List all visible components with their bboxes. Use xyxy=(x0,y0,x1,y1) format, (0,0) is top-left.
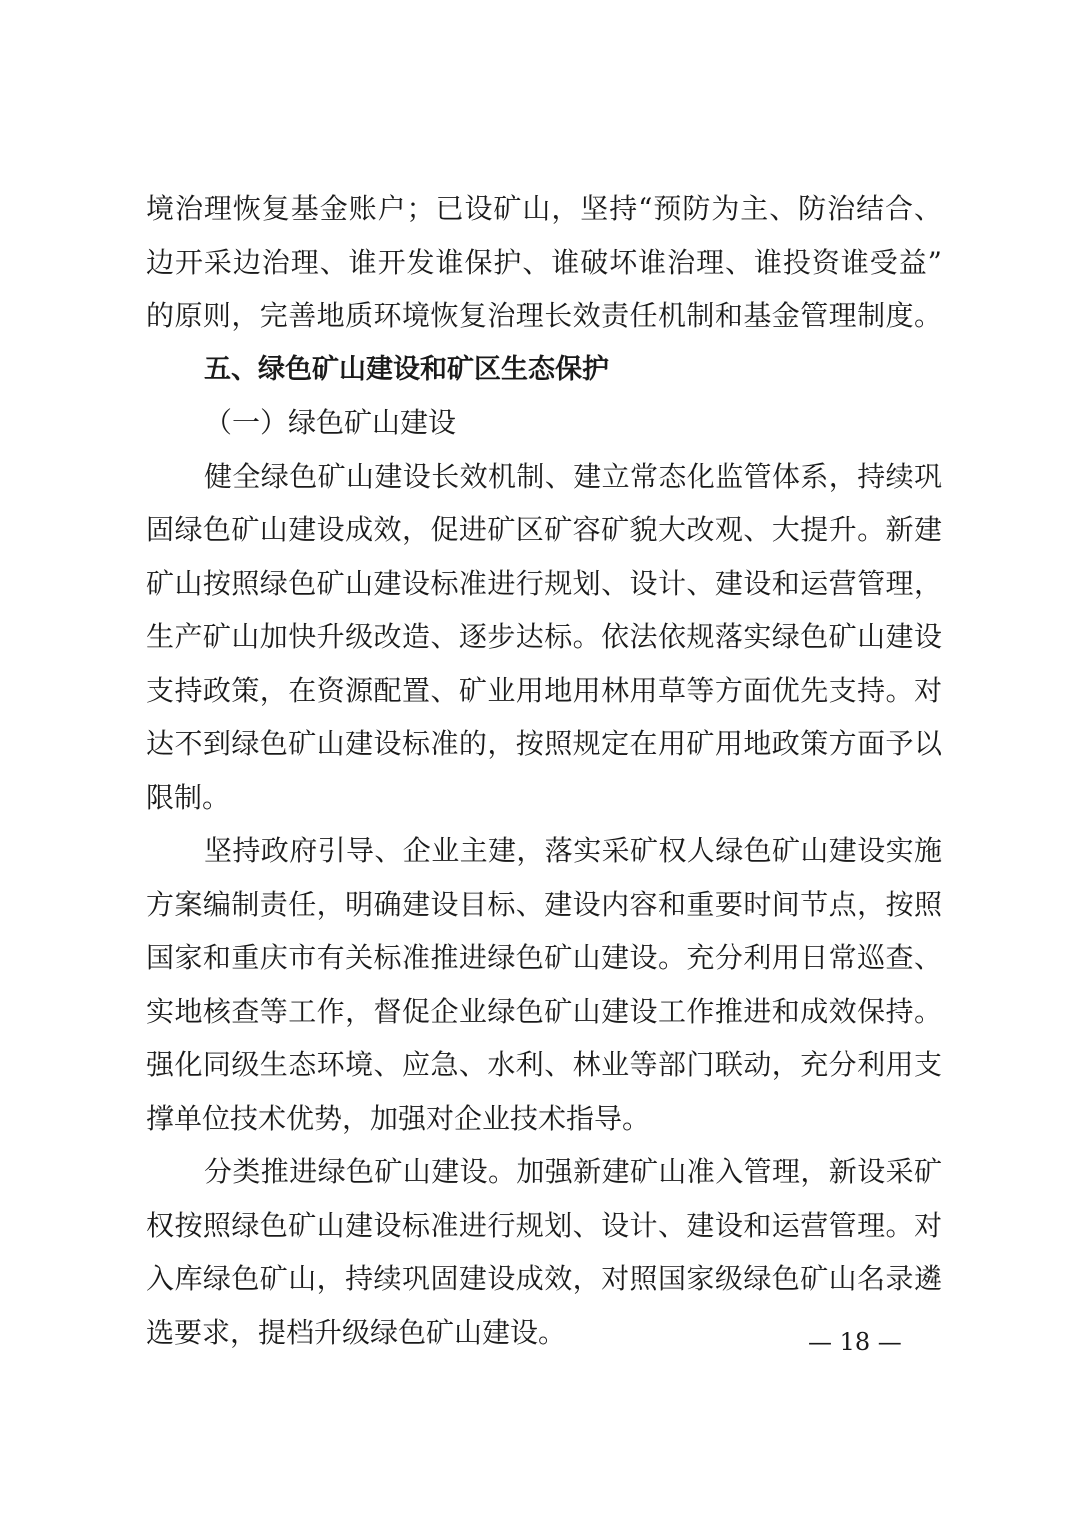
section-heading: 五、绿色矿山建设和矿区生态保护 xyxy=(204,353,609,385)
paragraph-line: 坚持政府引导、企业主建，落实采矿权人绿色矿山建设实施 xyxy=(204,834,942,867)
paragraph-line: 生产矿山加快升级改造、逐步达标。依法依规落实绿色矿山建设 xyxy=(146,620,942,653)
paragraph-line: 强化同级生态环境、应急、水利、林业等部门联动，充分利用支 xyxy=(146,1048,942,1081)
paragraph-line: 的原则，完善地质环境恢复治理长效责任机制和基金管理制度。 xyxy=(146,299,942,332)
paragraph-line: 权按照绿色矿山建设标准进行规划、设计、建设和运营管理。对 xyxy=(146,1208,942,1242)
paragraph-line: 限制。 xyxy=(146,780,231,814)
paragraph-line: 国家和重庆市有关标准推进绿色矿山建设。充分利用日常巡查、 xyxy=(146,941,942,974)
paragraph-line: 支持政策，在资源配置、矿业用地用林用草等方面优先支持。对 xyxy=(146,673,942,707)
paragraph-line: 入库绿色矿山，持续巩固建设成效，对照国家级绿色矿山名录遴 xyxy=(146,1262,942,1295)
page-number: — 18 — xyxy=(808,1328,902,1356)
paragraph-line: 达不到绿色矿山建设标准的，按照规定在用矿用地政策方面予以 xyxy=(146,727,942,760)
paragraph-line: 实地核查等工作，督促企业绿色矿山建设工作推进和成效保持。 xyxy=(146,994,942,1028)
paragraph-line: 撑单位技术优势，加强对企业技术指导。 xyxy=(146,1101,651,1135)
subsection-heading: （一）绿色矿山建设 xyxy=(204,406,457,439)
paragraph-line: 固绿色矿山建设成效，促进矿区矿容矿貌大改观、大提升。新建 xyxy=(146,513,942,546)
paragraph-line: 边开采边治理、谁开发谁保护、谁破坏谁治理、谁投资谁受益” xyxy=(146,245,942,279)
paragraph-line: 境治理恢复基金账户；已设矿山，坚持“预防为主、防治结合、 xyxy=(146,192,942,225)
paragraph-line: 矿山按照绿色矿山建设标准进行规划、设计、建设和运营管理， xyxy=(146,566,942,600)
body-text xyxy=(146,182,942,1359)
paragraph-line: 方案编制责任，明确建设目标、建设内容和重要时间节点，按照 xyxy=(146,887,942,921)
paragraph-line: 选要求，提档升级绿色矿山建设。 xyxy=(146,1315,567,1349)
paragraph-line: 分类推进绿色矿山建设。加强新建矿山准入管理，新设采矿 xyxy=(204,1155,942,1188)
paragraph-line: 健全绿色矿山建设长效机制、建立常态化监管体系，持续巩 xyxy=(204,459,942,493)
